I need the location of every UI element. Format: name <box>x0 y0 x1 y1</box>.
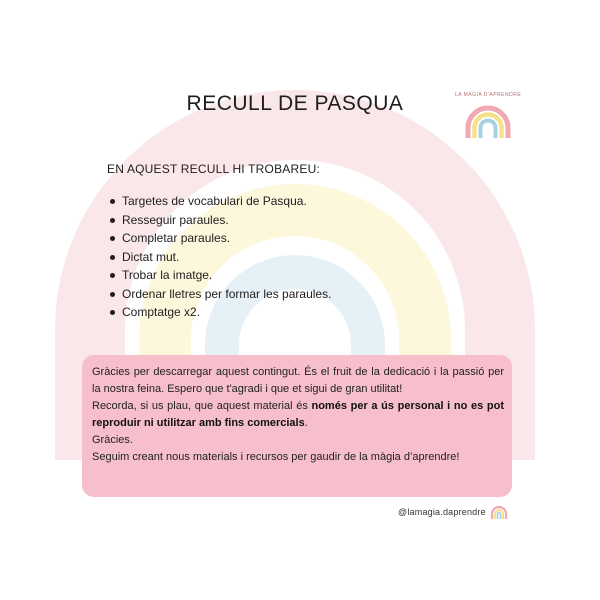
page-title: RECULL DE PASQUA <box>186 92 404 115</box>
list-item: Ordenar lletres per formar les paraules. <box>110 285 331 304</box>
list-item: Completar paraules. <box>110 229 331 248</box>
list-item: Comptatge x2. <box>110 303 331 322</box>
list-item: Dictat mut. <box>110 248 331 267</box>
notice-thanks: Gràcies. <box>92 434 133 446</box>
notice-paragraph-usage <box>92 398 504 432</box>
social-handle: @lamagia.daprendre <box>398 507 486 517</box>
content-list <box>110 192 331 322</box>
list-item: Resseguir paraules. <box>110 211 331 230</box>
notice-text <box>92 364 504 466</box>
list-item: Trobar la imatge. <box>110 266 331 285</box>
rainbow-small-icon <box>490 505 508 519</box>
list-item: Targetes de vocabulari de Pasqua. <box>110 192 331 211</box>
notice-box <box>82 355 512 497</box>
intro-heading: EN AQUEST RECULL HI TROBAREU: <box>107 162 320 176</box>
logo-text: LA MÀGIA D'APRENDRE <box>454 92 522 98</box>
usage-text-start: Recorda, si us plau, que aquest material és <box>92 400 312 412</box>
brand-logo <box>452 92 524 144</box>
notice-paragraph-thanks: Gràcies per descarregar aquest contingut. És el fruit de la dedicació i la passió per la nostra feina. Espero que t'agradi i que et sigui de gran utilitat! <box>92 366 504 395</box>
usage-restriction-bold: només per a ús personal i no es pot reproduir ni utilitzar amb fins comercials <box>92 400 504 429</box>
usage-text-end: . <box>304 417 308 429</box>
notice-closing: Seguim creant nous materials i recursos per gaudir de la màgia d’aprendre! <box>92 451 460 463</box>
rainbow-logo-icon <box>452 98 524 144</box>
footer-brand <box>398 502 508 522</box>
